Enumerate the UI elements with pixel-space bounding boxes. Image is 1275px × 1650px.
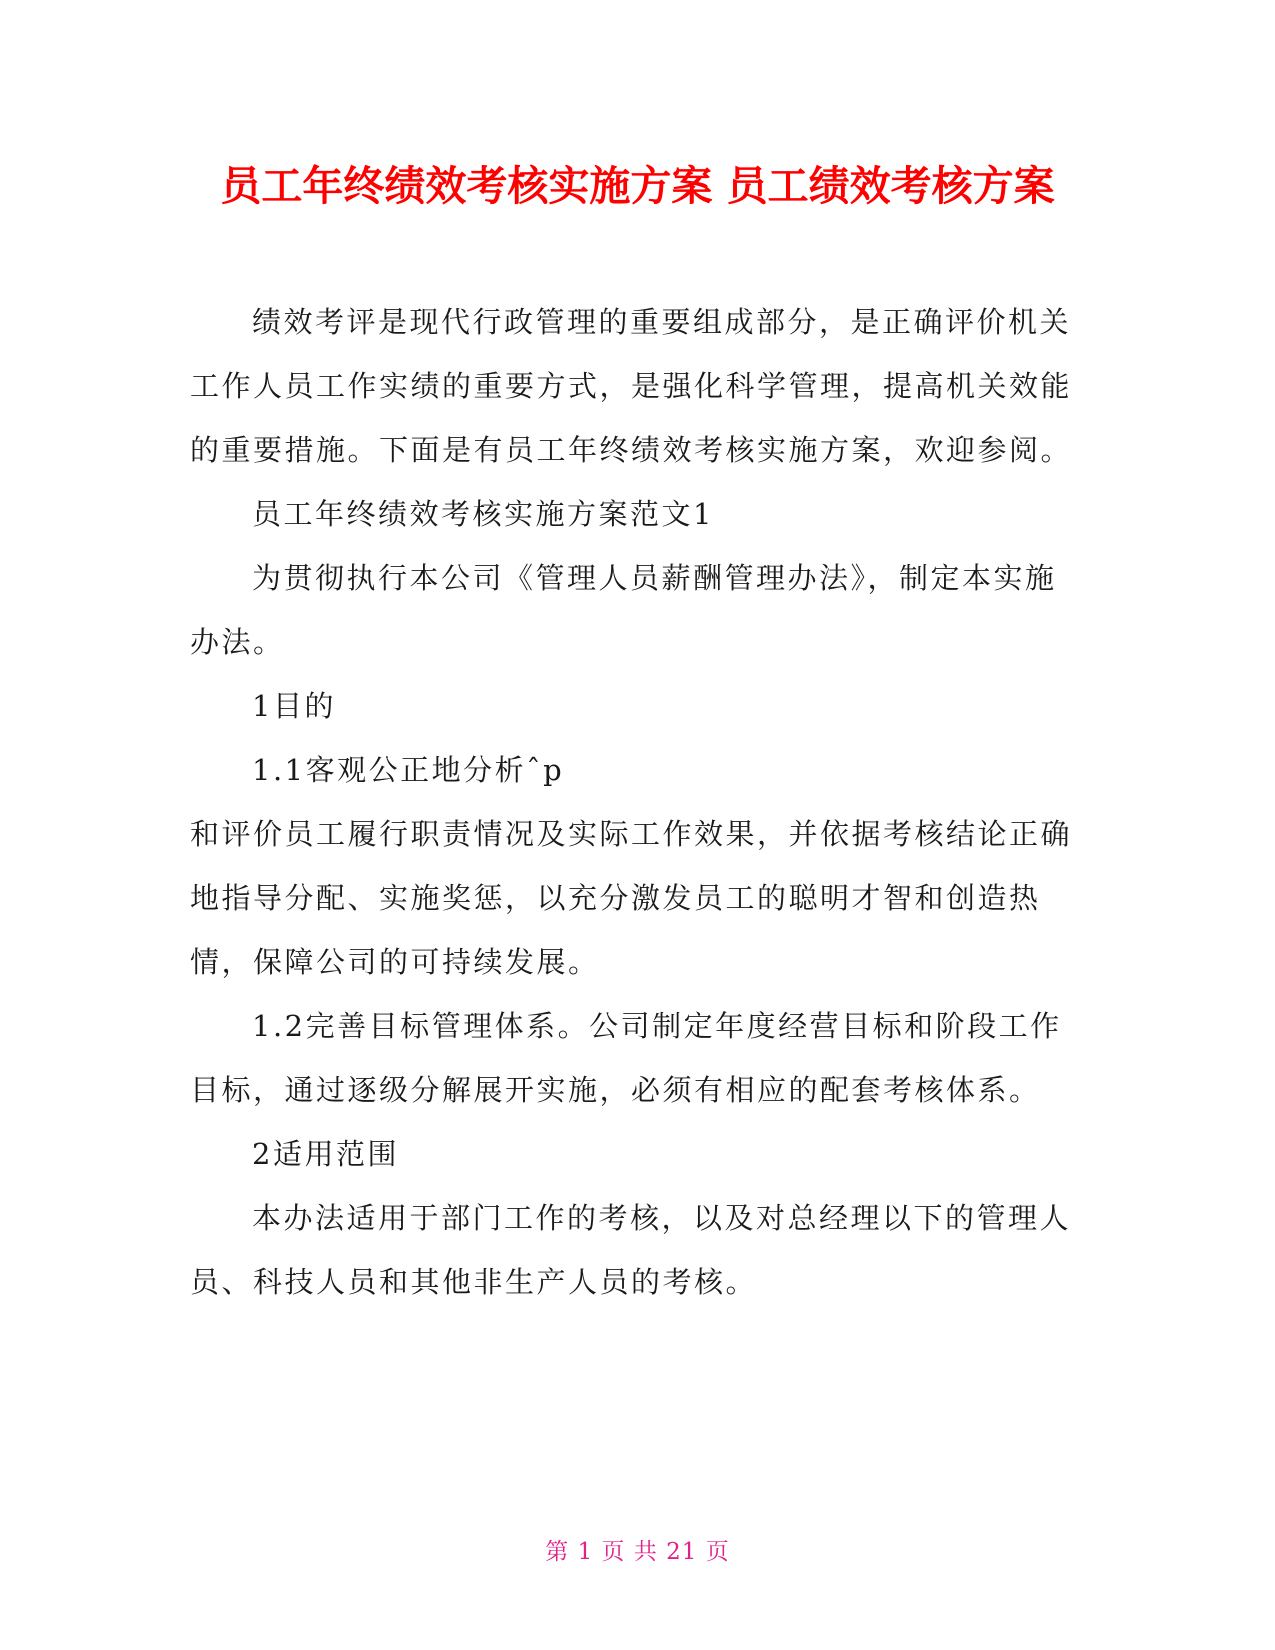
item-1-1-heading: 1.1客观公正地分析ˆp: [252, 753, 565, 787]
section-heading-sample-1: 员工年终绩效考核实施方案范文1: [252, 497, 714, 531]
page-number-footer: 第 1 页 共 21 页: [545, 1539, 730, 1565]
item-1-1-paragraph: 和评价员工履行职责情况及实际工作效果，并依据考核结论正确地指导分配、实施奖惩，以充分激发员工的聪明才智和创造热情，保障公司的可持续发展。: [190, 817, 1073, 979]
heading-1-purpose: 1目的: [252, 689, 336, 723]
heading-2-scope: 2适用范围: [252, 1137, 399, 1171]
document-body: [190, 290, 1086, 1314]
scope-paragraph: 本办法适用于部门工作的考核，以及对总经理以下的管理人员、科技人员和其他非生产人员的考核。: [190, 1201, 1072, 1299]
item-1-2-paragraph: 1.2完善目标管理体系。公司制定年度经营目标和阶段工作目标，通过逐级分解展开实施，必须有相应的配套考核体系。: [190, 1009, 1062, 1107]
document-title: 员工年终绩效考核实施方案 员工绩效考核方案: [220, 162, 1055, 210]
intro-paragraph: 绩效考评是现代行政管理的重要组成部分，是正确评价机关工作人员工作实绩的重要方式，是强化科学管理，提高机关效能的重要措施。下面是有员工年终绩效考核实施方案，欢迎参阅。: [190, 305, 1073, 467]
purpose-paragraph: 为贯彻执行本公司《管理人员薪酬管理办法》，制定本实施办法。: [190, 561, 1057, 659]
